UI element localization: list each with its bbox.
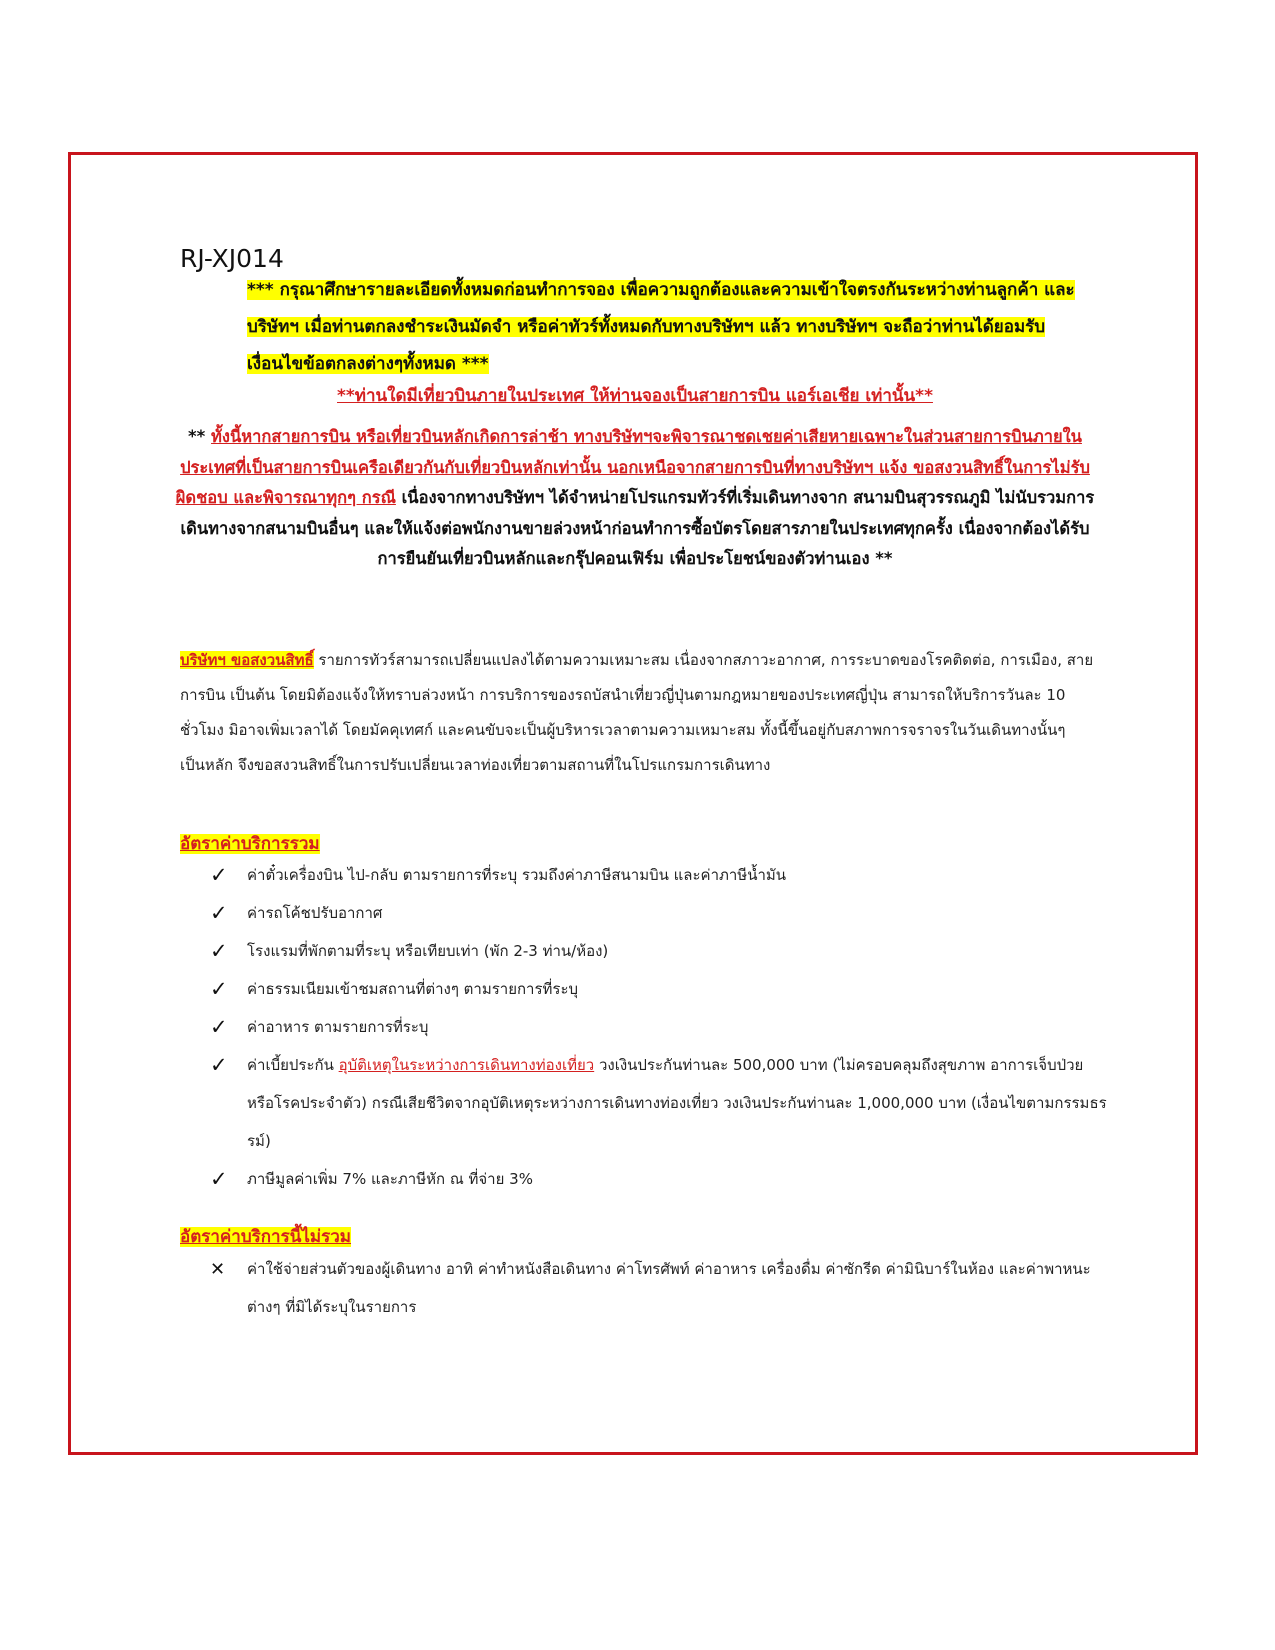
- list-item: [210, 1046, 1110, 1160]
- insurance-link[interactable]: อุบัติเหตุในระหว่างการเดินทางท่องเที่ยว: [338, 1056, 595, 1074]
- included-item-text: ค่ารถโค้ชปรับอากาศ: [247, 904, 383, 922]
- intro-highlighted-text: *** กรุณาศึกษารายละเอียดทั้งหมดก่อนทำการจอง เพื่อความถูกต้องและความเข้าใจตรงกันระหว่างท่านลูกค้า และบริษัทฯ เมื่อท่านตกลงชำระเงินมัดจำ หรือค่าทัวร์ทั้งหมดกับทางบริษัทฯ แล้ว ทางบริษัทฯ จะถือว่าท่านได้ยอมรับเงื่อนไขข้อตกลงต่างๆทั้งหมด ***: [247, 280, 1075, 374]
- list-item: [210, 1250, 1110, 1326]
- check-icon: ✓: [210, 901, 228, 925]
- tour-code: RJ-XJ014: [180, 244, 284, 273]
- domestic-flight-notice: [170, 382, 1100, 409]
- list-item: [210, 932, 1110, 970]
- check-icon: ✓: [210, 1167, 228, 1191]
- list-item: [210, 970, 1110, 1008]
- reservation-label: บริษัทฯ ขอสงวนสิทธิ์: [180, 651, 314, 669]
- check-icon: ✓: [210, 939, 228, 963]
- included-item-text: ค่าธรรมเนียมเข้าชมสถานที่ต่างๆ ตามรายการที่ระบุ: [247, 980, 579, 998]
- included-heading: [180, 830, 320, 857]
- check-icon: ✓: [210, 1053, 228, 1077]
- included-item-text: ค่าตั๋วเครื่องบิน ไป-กลับ ตามรายการที่ระบุ รวมถึงค่าภาษีสนามบิน และค่าภาษีน้ำมัน: [247, 866, 787, 884]
- excluded-list: [210, 1250, 1110, 1326]
- insurance-prefix: ค่าเบี้ยประกัน: [247, 1056, 339, 1074]
- included-item-text: ค่าอาหาร ตามรายการที่ระบุ: [247, 1018, 429, 1036]
- flight-delay-red-text: ทั้งนี้หากสายการบิน หรือเที่ยวบินหลักเกิดการล่าช้า ทางบริษัทฯจะพิจารณาชดเชยค่าเสียหายเฉพาะในส่วนสายการบินภายในประเทศที่เป็นสายการบินเครือเดียวกันกับเที่ยวบินหลักเท่านั้น นอกเหนือจากสายการบินที่ทางบริษัทฯ แจ้ง ขอสงวนสิทธิ์ในการไม่รับผิดชอบ และพิจารณาทุกๆ กรณี: [175, 427, 1090, 507]
- check-icon: ✓: [210, 863, 228, 887]
- flight-delay-notice: [170, 422, 1100, 575]
- list-item: [210, 894, 1110, 932]
- excluded-heading-text: อัตราค่าบริการนี้ไม่รวม: [180, 1227, 351, 1247]
- included-item-text: โรงแรมที่พักตามที่ระบุ หรือเทียบเท่า (พัก 2-3 ท่าน/ห้อง): [247, 942, 609, 960]
- list-item: [210, 856, 1110, 894]
- check-icon: ✓: [210, 977, 228, 1001]
- flight-delay-rest-text: เนื่องจากทางบริษัทฯ ได้จำหน่ายโปรแกรมทัวร์ที่เริ่มเดินทางจาก สนามบินสุวรรณภูมิ ไม่นับรวมการเดินทางจากสนามบินอื่นๆ และให้แจ้งต่อพนักงานขายล่วงหน้าก่อนทำการซื้อบัตรโดยสารภายในประเทศทุกครั้ง เนื่องจากต้องได้รับการยืนยันเที่ยวบินหลักและกรุ๊ปคอนเฟิร์ม เพื่อประโยชน์ของตัวท่านเอง **: [180, 488, 1095, 568]
- excluded-item-text: ค่าใช้จ่ายส่วนตัวของผู้เดินทาง อาทิ ค่าทำหนังสือเดินทาง ค่าโทรศัพท์ ค่าอาหาร เครื่องดื่ม ค่าซักรีด ค่ามินิบาร์ในห้อง และค่าพาหนะต่างๆ ที่มิได้ระบุในรายการ: [247, 1260, 1091, 1316]
- notice-prefix: **: [188, 427, 212, 446]
- domestic-flight-notice-text: **ท่านใดมีเที่ยวบินภายในประเทศ ให้ท่านจองเป็นสายการบิน แอร์เอเชีย เท่านั้น**: [337, 386, 933, 406]
- included-item-text: ภาษีมูลค่าเพิ่ม 7% และภาษีหัก ณ ที่จ่าย 3%: [247, 1170, 533, 1188]
- reservation-paragraph: [180, 643, 1095, 783]
- excluded-heading: [180, 1223, 351, 1250]
- list-item: [210, 1008, 1110, 1046]
- x-icon: ✕: [210, 1259, 226, 1280]
- insurance-rest: วงเงินประกันท่านละ 500,000 บาท (ไม่ครอบคลุมถึงสุขภาพ อาการเจ็บป่วย หรือโรคประจำตัว) กรณีเสียชีวิตจากอุบัติเหตุระหว่างการเดินทางท่องเที่ยว วงเงินประกันท่านละ 1,000,000 บาท (เงื่อนไขตามกรรมธรรม์): [247, 1056, 1107, 1150]
- booking-intro-notice: [247, 272, 1077, 383]
- list-item: [210, 1160, 1110, 1198]
- check-icon: ✓: [210, 1015, 228, 1039]
- included-list: [210, 856, 1110, 1198]
- included-heading-text: อัตราค่าบริการรวม: [180, 834, 320, 854]
- reservation-text: รายการทัวร์สามารถเปลี่ยนแปลงได้ตามความเหมาะสม เนื่องจากสภาวะอากาศ, การระบาดของโรคติดต่อ, การเมือง, สายการบิน เป็นต้น โดยมิต้องแจ้งให้ทราบล่วงหน้า การบริการของรถบัสนำเที่ยวญี่ปุ่นตามกฎหมายของประเทศญี่ปุ่น สามารถให้บริการวันละ 10 ชั่วโมง มิอาจเพิ่มเวลาได้ โดยมัคคุเทศก์ และคนขับจะเป็นผู้บริหารเวลาตามความเหมาะสม ทั้งนี้ขึ้นอยู่กับสภาพการจราจรในวันเดินทางนั้นๆ เป็นหลัก จึงขอสงวนสิทธิ์ในการปรับเปลี่ยนเวลาท่องเที่ยวตามสถานที่ในโปรแกรมการเดินทาง: [180, 651, 1094, 774]
